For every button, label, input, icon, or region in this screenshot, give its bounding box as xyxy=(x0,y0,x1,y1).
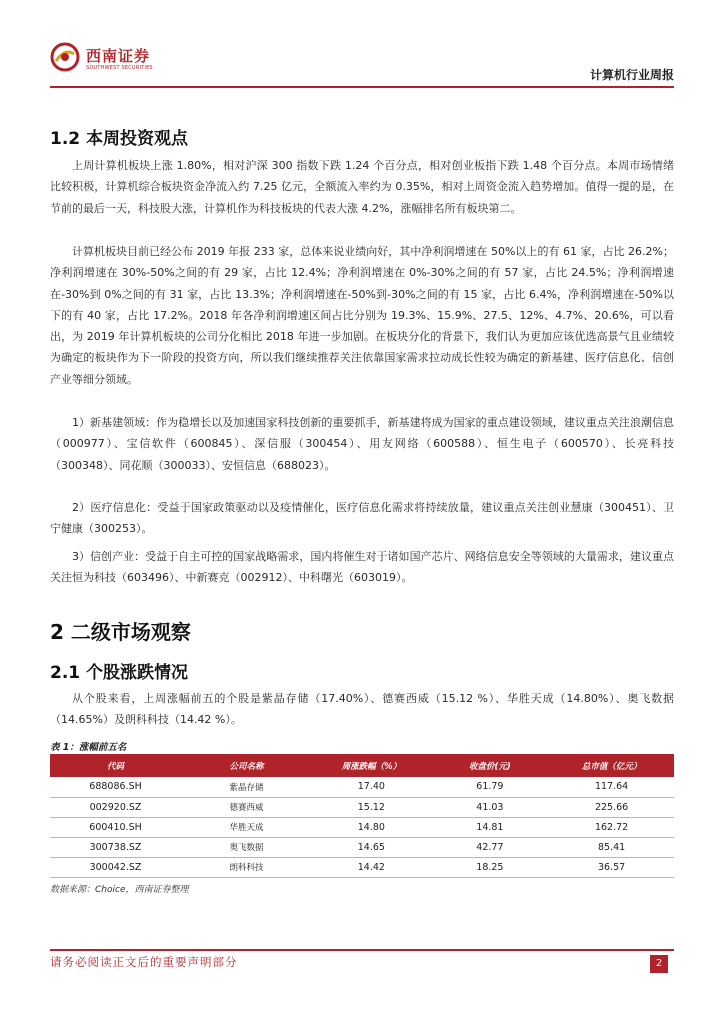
cell-company: 紫晶存储 xyxy=(181,777,312,797)
column-header-market-cap: 总市值（亿元） xyxy=(549,754,674,777)
cell-code: 600410.SH xyxy=(50,817,181,837)
cell-weekly-change: 14.80 xyxy=(312,817,431,837)
table-row xyxy=(50,817,674,837)
cell-market-cap: 225.66 xyxy=(549,797,674,817)
page-header xyxy=(50,40,674,84)
cell-close-price: 18.25 xyxy=(431,857,550,877)
cell-close-price: 42.77 xyxy=(431,837,550,857)
cell-market-cap: 162.72 xyxy=(549,817,674,837)
cell-company: 德赛西威 xyxy=(181,797,312,817)
paragraph-medical-it: 2）医疗信息化：受益于国家政策驱动以及疫情催化，医疗信息化需求将持续放量，建议重点关注创业慧康（300451）、卫宁健康（300253）。 xyxy=(50,501,674,536)
table-source-note: 数据来源：Choice，西南证券整理 xyxy=(50,885,189,895)
page-number: 2 xyxy=(650,955,668,973)
table-row xyxy=(50,837,674,857)
header-divider xyxy=(50,86,674,88)
logo-english-name: SOUTHWEST SECURITIES xyxy=(86,65,153,71)
cell-close-price: 14.81 xyxy=(431,817,550,837)
cell-weekly-change: 17.40 xyxy=(312,777,431,797)
section-heading-1-2: 1.2 本周投资观点 xyxy=(50,129,189,149)
cell-market-cap: 36.57 xyxy=(549,857,674,877)
logo-chinese-name: 西南证券 xyxy=(86,47,151,65)
cell-weekly-change: 14.42 xyxy=(312,857,431,877)
footer-divider xyxy=(50,949,674,951)
paragraph-xinchuang: 3）信创产业：受益于自主可控的国家战略需求，国内将催生对于诸如国产芯片、网络信息安全等领域的大量需求，建议重点关注恒为科技（603496）、中新赛克（002912）、中科曙光（603019）。 xyxy=(50,550,674,585)
report-title: 计算机行业周报 xyxy=(589,68,674,82)
table-header-row xyxy=(50,754,674,777)
paragraph-earnings-analysis: 计算机板块目前已经公布 2019 年报 233 家，总体来说业绩向好，其中净利润增速在 50%以上的有 61 家，占比 26.2%；净利润增速在 30%-50%之间的有 29 家，占比 12.4%；净利润增速在 0%-30%之间的有 57 家，占比 24.5%；净利润增速在-30%到 0%之间的有 31 家，占比 13.3%；净利润增速在-50%到-30%之间的有 15 家，占比 6.4%，净利润增速在-50%以下的有 40 家，占比 17.2%。2018 年各净利润增速区间占比分别为 19.3%、15.9%、27.5、12%、4.7%、20.6%，可以看出，为 2019 年计算机板块的公司分化相比 2018 年进一步加剧。在板块分化的背景下，我们认为更加应该优选高景气且业绩较为确定的板块作为下一阶段的投资方向，所以我们继续推荐关注依靠国家需求拉动成长性较为确定的新基建、医疗信息化、信创产业等细分领域。 xyxy=(50,245,674,386)
column-header-code: 代码 xyxy=(50,754,181,777)
paragraph-top-gainers: 从个股来看，上周涨幅前五的个股是紫晶存储（17.40%）、德赛西威（15.12 %）、华胜天成（14.80%）、奥飞数据（14.65%）及朗科科技（14.42 %）。 xyxy=(50,692,674,727)
column-header-close-price: 收盘价(元) xyxy=(431,754,550,777)
cell-code: 300738.SZ xyxy=(50,837,181,857)
cell-market-cap: 85.41 xyxy=(549,837,674,857)
table-row xyxy=(50,857,674,877)
cell-close-price: 41.03 xyxy=(431,797,550,817)
cell-company: 奥飞数据 xyxy=(181,837,312,857)
section-heading-2-1: 2.1 个股涨跌情况 xyxy=(50,663,189,683)
top-gainers-table xyxy=(50,754,674,878)
cell-company: 朗科科技 xyxy=(181,857,312,877)
cell-weekly-change: 15.12 xyxy=(312,797,431,817)
table-caption: 表 1：涨幅前五名 xyxy=(50,742,127,753)
cell-code: 300042.SZ xyxy=(50,857,181,877)
cell-close-price: 61.79 xyxy=(431,777,550,797)
table-row xyxy=(50,777,674,797)
company-logo xyxy=(50,40,160,80)
paragraph-new-infrastructure: 1）新基建领域：作为稳增长以及加速国家科技创新的重要抓手，新基建将成为国家的重点建设领域，建议重点关注浪潮信息（000977）、宝信软件（600845）、深信服（300454）、用友网络（600588）、恒生电子（600570）、长亮科技（300348）、同花顺（300033）、安恒信息（688023）。 xyxy=(50,416,674,472)
table-row xyxy=(50,797,674,817)
cell-weekly-change: 14.65 xyxy=(312,837,431,857)
logo-emblem-icon xyxy=(50,42,80,72)
cell-company: 华胜天成 xyxy=(181,817,312,837)
cell-code: 688086.SH xyxy=(50,777,181,797)
column-header-weekly-change: 周涨跌幅（%） xyxy=(312,754,431,777)
section-heading-2: 2 二级市场观察 xyxy=(50,620,191,644)
cell-market-cap: 117.64 xyxy=(549,777,674,797)
column-header-company: 公司名称 xyxy=(181,754,312,777)
cell-code: 002920.SZ xyxy=(50,797,181,817)
footer-disclaimer: 请务必阅读正文后的重要声明部分 xyxy=(50,955,238,969)
paragraph-market-summary: 上周计算机板块上涨 1.80%，相对沪深 300 指数下跌 1.24 个百分点，相对创业板指下跌 1.48 个百分点。本周市场情绪比较积极，计算机综合板块资金净流入约 7.25 亿元，全额流入率约为 0.35%，相对上周资金流入趋势增加。值得一提的是，在节前的最后一天，科技股大涨，计算机作为科技板块的代表大涨 4.2%，涨幅排名所有板块第二。 xyxy=(50,159,674,215)
